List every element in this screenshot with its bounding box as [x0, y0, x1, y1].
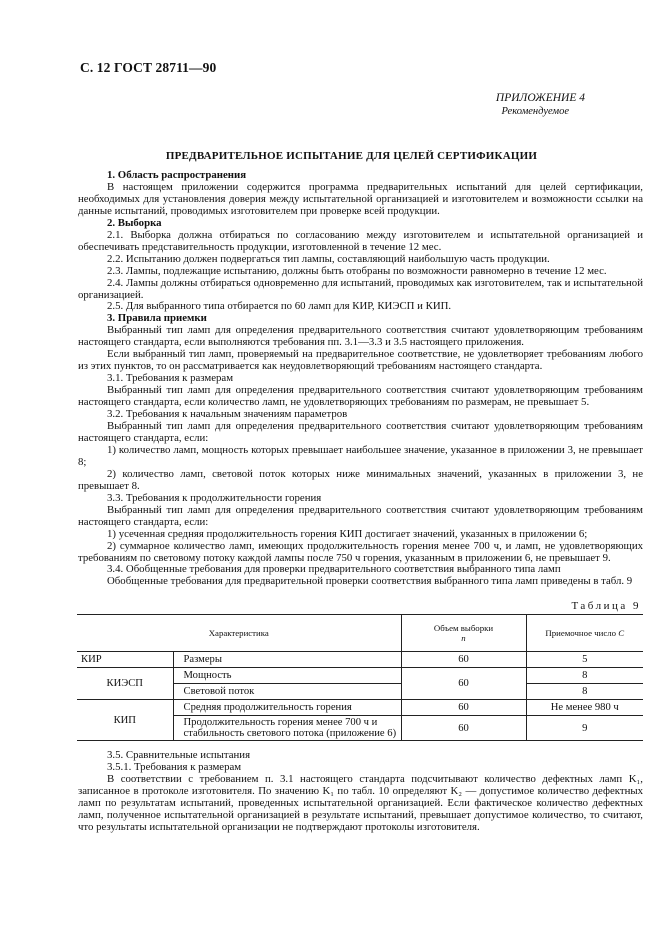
section-heading: 1. Область распространения	[107, 169, 247, 181]
paragraph: Обобщенные требования для предварительной проверки соответствия выбранного типа ламп приведены в табл. 9	[107, 575, 633, 588]
paragraph: 2.3. Лампы, подлежащие испытанию, должны быть отобраны по возможности равномерно в течение 12 мес.	[107, 264, 607, 277]
paragraph: 2) количество ламп, световой поток которых ниже минимальных значений, указанных в приложении 3, не превышает 8.	[78, 467, 643, 492]
item-cell: Продолжительность горения менее 700 ч и стабильность светового потока (приложение 6)	[173, 716, 401, 741]
c-cell: Не менее 980 ч	[526, 700, 643, 716]
paragraph: 1) усеченная средняя продолжительность горения КИП достигает значений, указанных в приложении 6;	[107, 527, 588, 540]
paragraph: 3.5.1. Требования к размерам	[107, 760, 242, 773]
header-acceptance	[526, 615, 643, 652]
group-cell: КИЭСП	[77, 668, 173, 700]
group-cell: КИР	[77, 652, 173, 668]
paragraph: 3.3. Требования к продолжительности горения	[107, 491, 322, 504]
paragraph: 2.5. Для выбранного типа отбирается по 60 ламп для КИР, КИЭСП и КИП.	[107, 300, 452, 313]
paragraph: В настоящем приложении содержится программа предварительных испытаний для целей сертификации, необходимых для установления доверия между испытательной организацией и изготовителем и возможности ссылки на данные испытаний, проводимых изготовителем при проверке всей продукции.	[78, 180, 643, 217]
table-row	[77, 700, 643, 716]
paragraph: Выбранный тип ламп для определения предварительного соответствия считают удовлетворяющим требованиям настоящего стандарта, если:	[78, 420, 643, 444]
header-acceptance-label: Приемочное число	[545, 628, 617, 638]
paragraph: 3.2. Требования к начальным значениям параметров	[107, 408, 348, 421]
c-cell: 8	[526, 668, 643, 684]
paragraph: Если выбранный тип ламп, проверяемый на предварительное соответствие, не удовлетворяет требованиям любого из этих пунктов, то он рассматривается как неудовлетворяющий требованиям настоящего стандарта.	[78, 348, 643, 373]
c-cell: 8	[526, 684, 643, 700]
item-cell: Средняя продолжительность горения	[173, 700, 401, 716]
item-cell: Размеры	[173, 652, 401, 668]
appendix-type: Рекомендуемое	[501, 106, 569, 117]
paragraph: 1) количество ламп, мощность которых превышает наибольшее значение, указанное в приложении 3, не превышает 8;	[78, 443, 643, 468]
paragraph: 3.1. Требования к размерам	[107, 372, 234, 385]
header-sample-size	[401, 615, 526, 652]
section-heading: 2. Выборка	[107, 216, 162, 229]
table-row	[77, 668, 643, 684]
item-cell: Мощность	[173, 668, 401, 684]
header-sample-size-symbol: n	[461, 633, 466, 643]
paragraph: В соответствии с требованием п. 3.1 настоящего стандарта подсчитывают количество дефектных ламп K₁, записанное в протоколе изготовителя. По значению K₁ по табл. 10 определяют K₂ — допустимое количество дефектных ламп по результатам испытаний, проведенных испытательной организацией. Если фактическое количество дефектных ламп, полученное испытательной организацией в результате испытаний, превышает допустимое количество, то считают, что результаты испытательной организации не подтверждают протоколы изготовителя.	[78, 772, 643, 833]
document-body	[78, 170, 643, 588]
page-header: С. 12 ГОСТ 28711—90	[80, 60, 217, 75]
n-cell: 60	[401, 652, 526, 668]
table-9	[77, 614, 643, 741]
paragraph: 2.2. Испытанию должен подвергаться тип лампы, составляющий наибольшую часть продукции.	[107, 252, 550, 265]
c-cell: 5	[526, 652, 643, 668]
paragraph: Выбранный тип ламп для определения предварительного соответствия считают удовлетворяющим требованиям настоящего стандарта, если выполняются требования пп. 3.1—3.3 и 3.5 настоящего приложения.	[78, 324, 643, 349]
appendix-number: ПРИЛОЖЕНИЕ 4	[495, 92, 585, 104]
document-title: ПРЕДВАРИТЕЛЬНОЕ ИСПЫТАНИЕ ДЛЯ ЦЕЛЕЙ СЕРТИФИКАЦИИ	[165, 150, 538, 162]
paragraph: 2) суммарное количество ламп, имеющих продолжительность горения менее 700 ч, и ламп, не удовлетворяющих требованиям по световому потоку каждой лампы после 750 ч горения, указанным в приложении 6, не превышает 9.	[78, 539, 643, 564]
paragraph: 3.5. Сравнительные испытания	[107, 749, 251, 761]
header-sample-size-label: Объем выборки	[433, 623, 494, 633]
paragraph: Выбранный тип ламп для определения предварительного соответствия считают удовлетворяющим требованиям настоящего стандарта, если количество ламп, не удовлетворяющих требованиям по размерам, не превышает 5.	[78, 384, 643, 409]
header-characteristic: Характеристика	[77, 615, 401, 652]
appendix-label	[496, 92, 585, 118]
paragraph: Выбранный тип ламп для определения предварительного соответствия считают удовлетворяющим требованиям настоящего стандарта, если:	[78, 503, 643, 528]
paragraph: 2.1. Выборка должна отбираться по согласованию между изготовителем и испытательной организацией и обеспечивать представительность продукции, изготовленной в течение 12 мес.	[78, 228, 643, 253]
n-cell: 60	[401, 716, 526, 741]
table-row	[77, 652, 643, 668]
paragraph: 3.4. Обобщенные требования для проверки предварительного соответствия выбранного типа ламп	[107, 563, 561, 576]
n-cell: 60	[401, 668, 526, 700]
c-cell: 9	[526, 716, 643, 741]
table-caption: Таблица 9	[571, 600, 641, 612]
section-heading: 3. Правила приемки	[107, 312, 207, 325]
item-cell: Световой поток	[173, 684, 401, 700]
header-acceptance-symbol: C	[618, 628, 625, 638]
document-body-continued	[78, 750, 643, 834]
n-cell: 60	[401, 700, 526, 716]
paragraph: 2.4. Лампы должны отбираться одновременно для испытаний, проводимых как изготовителем, так и испытательной организацией.	[78, 276, 643, 301]
group-cell: КИП	[77, 700, 173, 741]
